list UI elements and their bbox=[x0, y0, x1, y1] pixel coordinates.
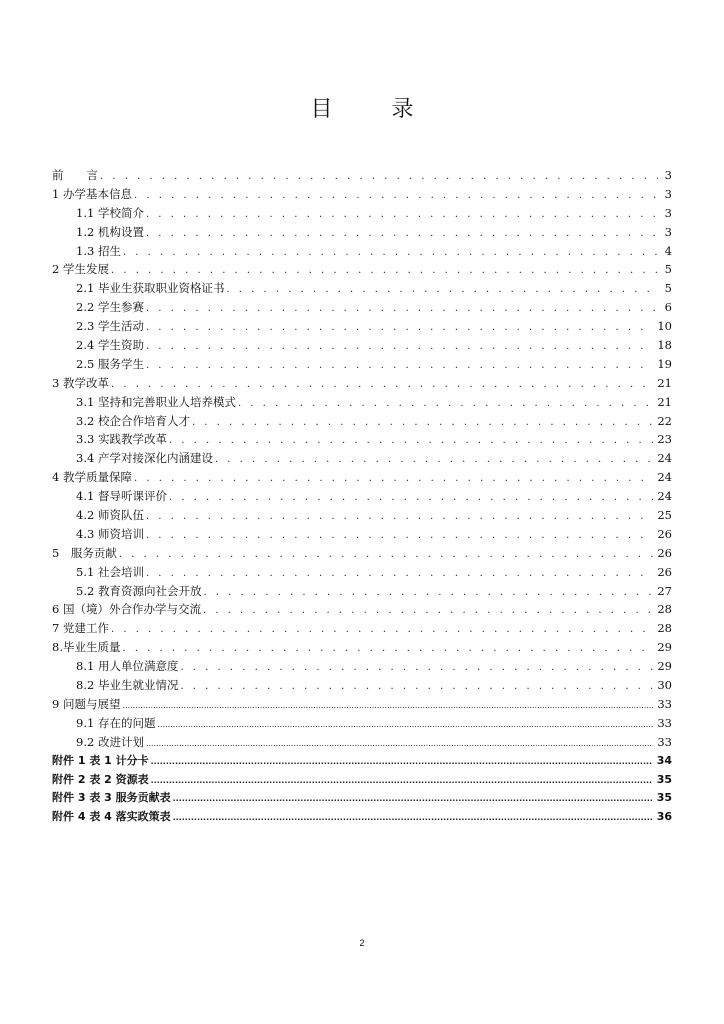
toc-entry[interactable] bbox=[52, 619, 672, 638]
toc-entry-page: 26 bbox=[657, 564, 672, 579]
toc-entry-page: 35 bbox=[656, 772, 672, 786]
toc-entry-page: 26 bbox=[657, 545, 672, 560]
toc-entry-page: 36 bbox=[656, 810, 672, 824]
toc-entry-label: 前 言 bbox=[52, 168, 98, 182]
toc-entry[interactable] bbox=[52, 771, 672, 790]
toc-entry-label: 2.4 学生资助 bbox=[76, 338, 144, 353]
toc-entry[interactable] bbox=[52, 752, 672, 771]
page-number: 2 bbox=[359, 938, 365, 948]
toc-entry-label: 9 问题与展望 bbox=[52, 696, 121, 711]
toc-entry-label: 8.1 用人单位满意度 bbox=[76, 659, 179, 674]
toc-entry-label: 8.2 毕业生就业情况 bbox=[76, 678, 179, 693]
toc-entry-label: 9.2 改进计划 bbox=[76, 734, 144, 749]
toc-entry-label: 3.1 坚持和完善职业人培养模式 bbox=[76, 394, 236, 409]
toc-entry-page: 33 bbox=[657, 734, 672, 749]
toc-leader-dots bbox=[134, 187, 658, 206]
toc-entry-label: 2.2 学生参赛 bbox=[76, 300, 144, 315]
toc-entry[interactable] bbox=[52, 336, 672, 355]
toc-entry-label: 5.2 教育资源向社会开放 bbox=[76, 583, 202, 598]
toc-entry-label: 2.1 毕业生获取职业资格证书 bbox=[76, 281, 225, 296]
toc-entry-label: 附件 4 表 4 落实政策表 bbox=[52, 810, 171, 824]
toc-entry[interactable] bbox=[52, 317, 672, 336]
toc-leader-dots bbox=[151, 772, 653, 791]
toc-entry[interactable] bbox=[52, 260, 672, 279]
toc-entry[interactable] bbox=[52, 185, 672, 204]
toc-leader-dots bbox=[169, 432, 653, 451]
toc-entry[interactable] bbox=[52, 733, 672, 752]
toc-leader-dots bbox=[215, 451, 653, 470]
toc-leader-dots bbox=[123, 244, 658, 263]
toc-entry-page: 34 bbox=[656, 753, 672, 767]
toc-entry-page: 5 bbox=[664, 262, 672, 277]
table-of-contents bbox=[52, 166, 672, 827]
toc-entry-page: 24 bbox=[657, 489, 672, 504]
toc-entry[interactable] bbox=[52, 563, 672, 582]
toc-entry[interactable] bbox=[52, 279, 672, 298]
toc-entry-label: 1.3 招生 bbox=[76, 243, 121, 258]
toc-leader-dots bbox=[146, 319, 653, 338]
toc-leader-dots bbox=[146, 527, 653, 546]
toc-entry-label: 9.1 存在的问题 bbox=[76, 715, 156, 730]
toc-entry-page: 5 bbox=[664, 281, 672, 296]
toc-entry[interactable] bbox=[52, 449, 672, 468]
toc-leader-dots bbox=[146, 300, 658, 319]
toc-entry-page: 18 bbox=[657, 338, 672, 353]
toc-entry-page: 3 bbox=[664, 186, 672, 201]
toc-entry-page: 29 bbox=[657, 659, 672, 674]
toc-entry-page: 35 bbox=[656, 791, 672, 805]
toc-entry-page: 23 bbox=[657, 432, 672, 447]
toc-leader-dots bbox=[119, 546, 654, 565]
toc-entry-label: 3.2 校企合作培育人才 bbox=[76, 413, 190, 428]
toc-entry-page: 21 bbox=[657, 394, 672, 409]
toc-leader-dots bbox=[238, 395, 653, 414]
toc-entry-page: 33 bbox=[657, 715, 672, 730]
toc-leader-dots bbox=[203, 602, 653, 621]
toc-leader-dots bbox=[146, 508, 653, 527]
toc-entry-page: 24 bbox=[657, 451, 672, 466]
toc-entry[interactable] bbox=[52, 393, 672, 412]
toc-leader-dots bbox=[203, 584, 653, 603]
toc-entry[interactable] bbox=[52, 374, 672, 393]
toc-entry-page: 3 bbox=[664, 224, 672, 239]
toc-entry[interactable] bbox=[52, 544, 672, 563]
toc-entry-label: 8.毕业生质量 bbox=[52, 640, 121, 655]
toc-entry-page: 33 bbox=[657, 696, 672, 711]
toc-entry-label: 附件 1 表 1 计分卡 bbox=[52, 753, 149, 767]
toc-entry-page: 22 bbox=[657, 413, 672, 428]
toc-entry[interactable] bbox=[52, 506, 672, 525]
toc-entry-label: 4 教学质量保障 bbox=[52, 470, 132, 485]
toc-entry-label: 1.1 学校简介 bbox=[76, 205, 144, 220]
toc-entry[interactable] bbox=[52, 789, 672, 808]
toc-entry-label: 1.2 机构设置 bbox=[76, 224, 144, 239]
toc-entry-label: 4.2 师资队伍 bbox=[76, 508, 144, 523]
toc-entry[interactable] bbox=[52, 657, 672, 676]
toc-leader-dots bbox=[146, 225, 658, 244]
toc-entry[interactable] bbox=[52, 242, 672, 261]
toc-entry[interactable] bbox=[52, 166, 672, 185]
toc-entry[interactable] bbox=[52, 638, 672, 657]
toc-entry-label: 2 学生发展 bbox=[52, 262, 109, 277]
page-title: 目 录 bbox=[310, 97, 440, 122]
toc-entry[interactable] bbox=[52, 714, 672, 733]
toc-entry[interactable] bbox=[52, 676, 672, 695]
toc-entry[interactable] bbox=[52, 430, 672, 449]
toc-entry-label: 3.3 实践教学改革 bbox=[76, 432, 167, 447]
toc-entry-label: 附件 2 表 2 资源表 bbox=[52, 772, 149, 786]
toc-entry-label: 4.3 师资培训 bbox=[76, 526, 144, 541]
toc-entry-page: 25 bbox=[657, 508, 672, 523]
toc-leader-dots bbox=[100, 168, 658, 187]
toc-leader-dots bbox=[134, 470, 653, 489]
toc-entry[interactable] bbox=[52, 412, 672, 431]
toc-entry-page: 3 bbox=[664, 168, 672, 182]
toc-entry-label: 3 教学改革 bbox=[52, 375, 109, 390]
toc-leader-dots bbox=[146, 565, 653, 584]
toc-leader-dots bbox=[111, 621, 653, 640]
toc-entry-label: 2.3 学生活动 bbox=[76, 319, 144, 334]
toc-entry-label: 6 国（境）外合作办学与交流 bbox=[52, 602, 201, 617]
toc-entry-page: 26 bbox=[657, 526, 672, 541]
toc-leader-dots bbox=[146, 338, 653, 357]
toc-entry-page: 27 bbox=[657, 583, 672, 598]
toc-entry-page: 29 bbox=[657, 640, 672, 655]
toc-entry[interactable] bbox=[52, 695, 672, 714]
toc-entry[interactable] bbox=[52, 582, 672, 601]
toc-entry-label: 4.1 督导听课评价 bbox=[76, 489, 167, 504]
toc-leader-dots bbox=[192, 414, 653, 433]
toc-entry[interactable] bbox=[52, 487, 672, 506]
toc-leader-dots bbox=[157, 716, 653, 735]
toc-entry-label: 2.5 服务学生 bbox=[76, 356, 144, 371]
toc-entry[interactable] bbox=[52, 468, 672, 487]
toc-entry-page: 30 bbox=[657, 678, 672, 693]
toc-entry-page: 24 bbox=[657, 470, 672, 485]
toc-entry-page: 3 bbox=[664, 205, 672, 220]
toc-entry-label: 5.1 社会培训 bbox=[76, 564, 144, 579]
toc-entry-label: 3.4 产学对接深化内涵建设 bbox=[76, 451, 213, 466]
toc-entry[interactable] bbox=[52, 223, 672, 242]
toc-leader-dots bbox=[146, 357, 653, 376]
toc-entry[interactable] bbox=[52, 808, 672, 827]
toc-leader-dots bbox=[122, 640, 653, 659]
toc-entry-page: 10 bbox=[657, 319, 672, 334]
toc-entry[interactable] bbox=[52, 600, 672, 619]
toc-entry-page: 6 bbox=[664, 300, 672, 315]
toc-leader-dots bbox=[169, 489, 653, 508]
toc-entry[interactable] bbox=[52, 355, 672, 374]
toc-leader-dots bbox=[226, 281, 658, 300]
toc-leader-dots bbox=[173, 809, 653, 828]
toc-leader-dots bbox=[146, 735, 653, 754]
toc-entry[interactable] bbox=[52, 525, 672, 544]
toc-entry-label: 5 服务贡献 bbox=[52, 545, 117, 560]
toc-leader-dots bbox=[122, 697, 653, 716]
toc-entry-page: 19 bbox=[657, 356, 672, 371]
toc-entry-page: 4 bbox=[664, 243, 672, 258]
toc-entry-page: 28 bbox=[657, 602, 672, 617]
toc-entry-page: 21 bbox=[657, 375, 672, 390]
toc-entry[interactable] bbox=[52, 204, 672, 223]
toc-entry-label: 7 党建工作 bbox=[52, 621, 109, 636]
toc-entry-label: 1 办学基本信息 bbox=[52, 186, 132, 201]
toc-leader-dots bbox=[180, 659, 653, 678]
toc-entry-page: 28 bbox=[657, 621, 672, 636]
toc-entry-label: 附件 3 表 3 服务贡献表 bbox=[52, 791, 171, 805]
toc-leader-dots bbox=[180, 678, 653, 697]
toc-leader-dots bbox=[146, 206, 658, 225]
toc-entry[interactable] bbox=[52, 298, 672, 317]
toc-leader-dots bbox=[151, 753, 653, 772]
toc-leader-dots bbox=[173, 790, 653, 809]
